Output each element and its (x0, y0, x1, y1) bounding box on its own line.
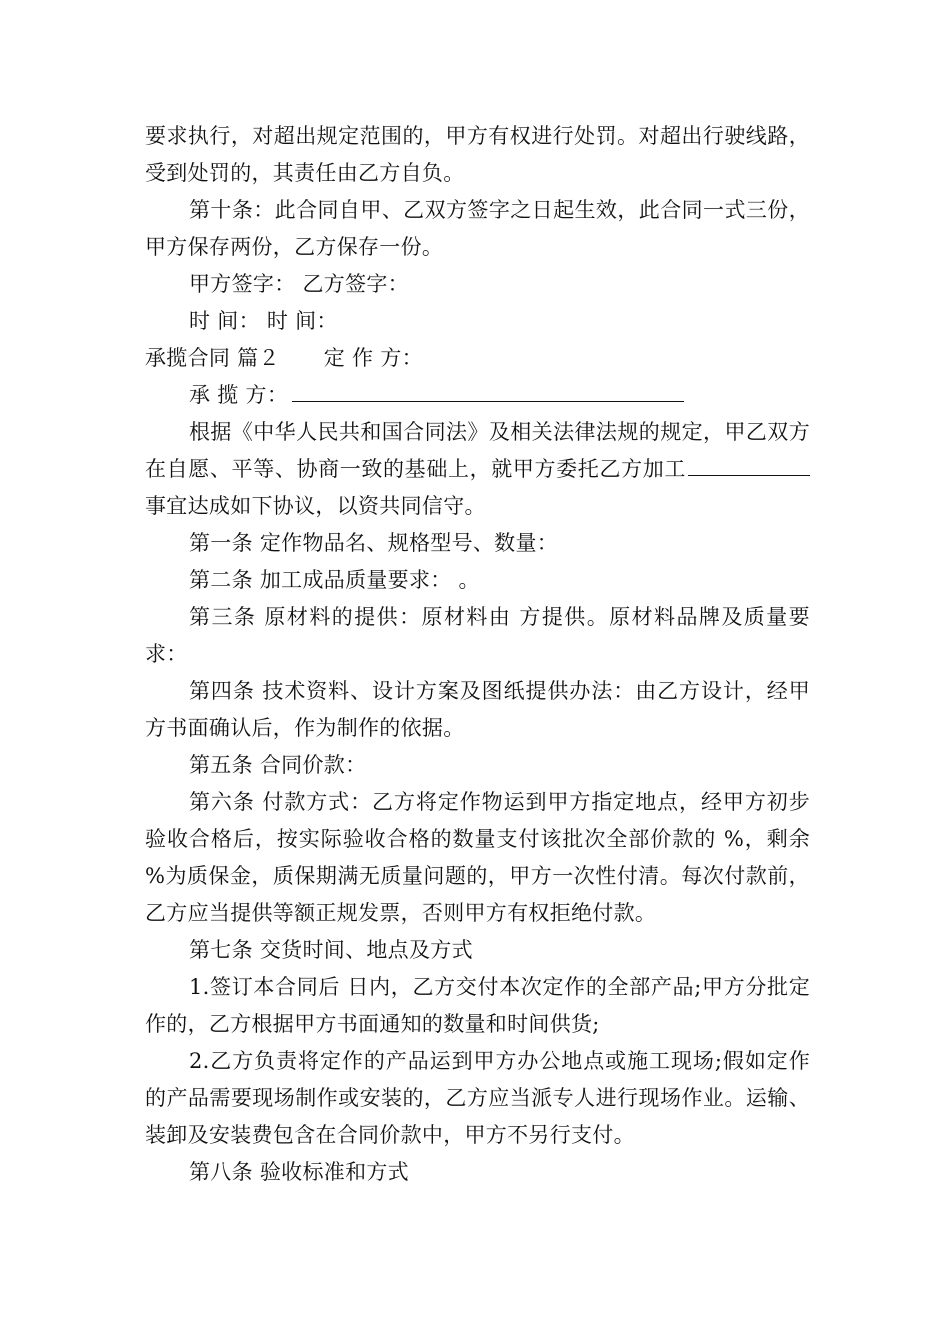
paragraph-article-7-item-2: 2.乙方负责将定作的产品运到甲方办公地点或施工现场;假如定作的产品需要现场制作或安装的，乙方应当派专人进行现场作业。运输、装卸及安装费包含在合同价款中，甲方不另行支付。 (145, 1049, 810, 1147)
paragraph-preamble (145, 414, 810, 525)
paragraph-signatures: 甲方签字： 乙方签字： (189, 272, 409, 296)
document-body (145, 118, 810, 1191)
paragraph-article-7: 第七条 交货时间、地点及方式 (189, 938, 473, 962)
paragraph-article-8: 第八条 验收标准和方式 (189, 1160, 409, 1184)
processing-item-blank-cont (746, 453, 810, 476)
paragraph-article-3: 第三条 原材料的提供：原材料由 方提供。原材料品牌及质量要求： (145, 605, 810, 666)
processing-item-blank (688, 453, 746, 476)
paragraph-article-1: 第一条 定作物品名、规格型号、数量： (189, 531, 559, 555)
paragraph-article-6: 第六条 付款方式：乙方将定作物运到甲方指定地点，经甲方初步验收合格后，按实际验收合格的数量支付该批次全部价款的 %，剩余 %为质保金，质保期满无质量问题的，甲方一次性付清。每次付款前，乙方应当提供等额正规发票，否则甲方有权拒绝付款。 (145, 790, 810, 925)
paragraph-article-2: 第二条 加工成品质量要求： 。 (189, 568, 480, 592)
paragraph-article-7-item-1: 1.签订本合同后 日内，乙方交付本次定作的全部产品;甲方分批定作的，乙方根据甲方书面通知的数量和时间供货; (145, 975, 810, 1036)
paragraph-article-4: 第四条 技术资料、设计方案及图纸提供办法：由乙方设计，经甲方书面确认后，作为制作的依据。 (145, 679, 810, 740)
paragraph-contractor (145, 377, 810, 414)
paragraph-continuation: 要求执行，对超出规定范围的，甲方有权进行处罚。对超出行驶线路，受到处罚的，其责任由乙方自负。 (145, 124, 810, 185)
preamble-text-b: 事宜达成如下协议，以资共同信守。 (145, 494, 486, 518)
paragraph-dates: 时 间： 时 间： (189, 309, 338, 333)
paragraph-article-5: 第五条 合同价款： (189, 753, 367, 777)
orderer-party-label: 定 作 方： (323, 346, 423, 370)
paragraph-contract-title-line (145, 340, 810, 377)
preamble-text-a: 根据《中华人民共和国合同法》及相关法律法规的规定，甲乙双方在自愿、平等、协商一致的基础上，就甲方委托乙方加工 (145, 420, 810, 481)
contractor-blank-line (292, 379, 684, 402)
contractor-party-label: 承 揽 方： (189, 383, 289, 407)
contract-title: 承揽合同 篇２ (145, 346, 280, 370)
paragraph-article-10: 第十条：此合同自甲、乙双方签字之日起生效，此合同一式三份，甲方保存两份，乙方保存一份。 (145, 198, 810, 259)
